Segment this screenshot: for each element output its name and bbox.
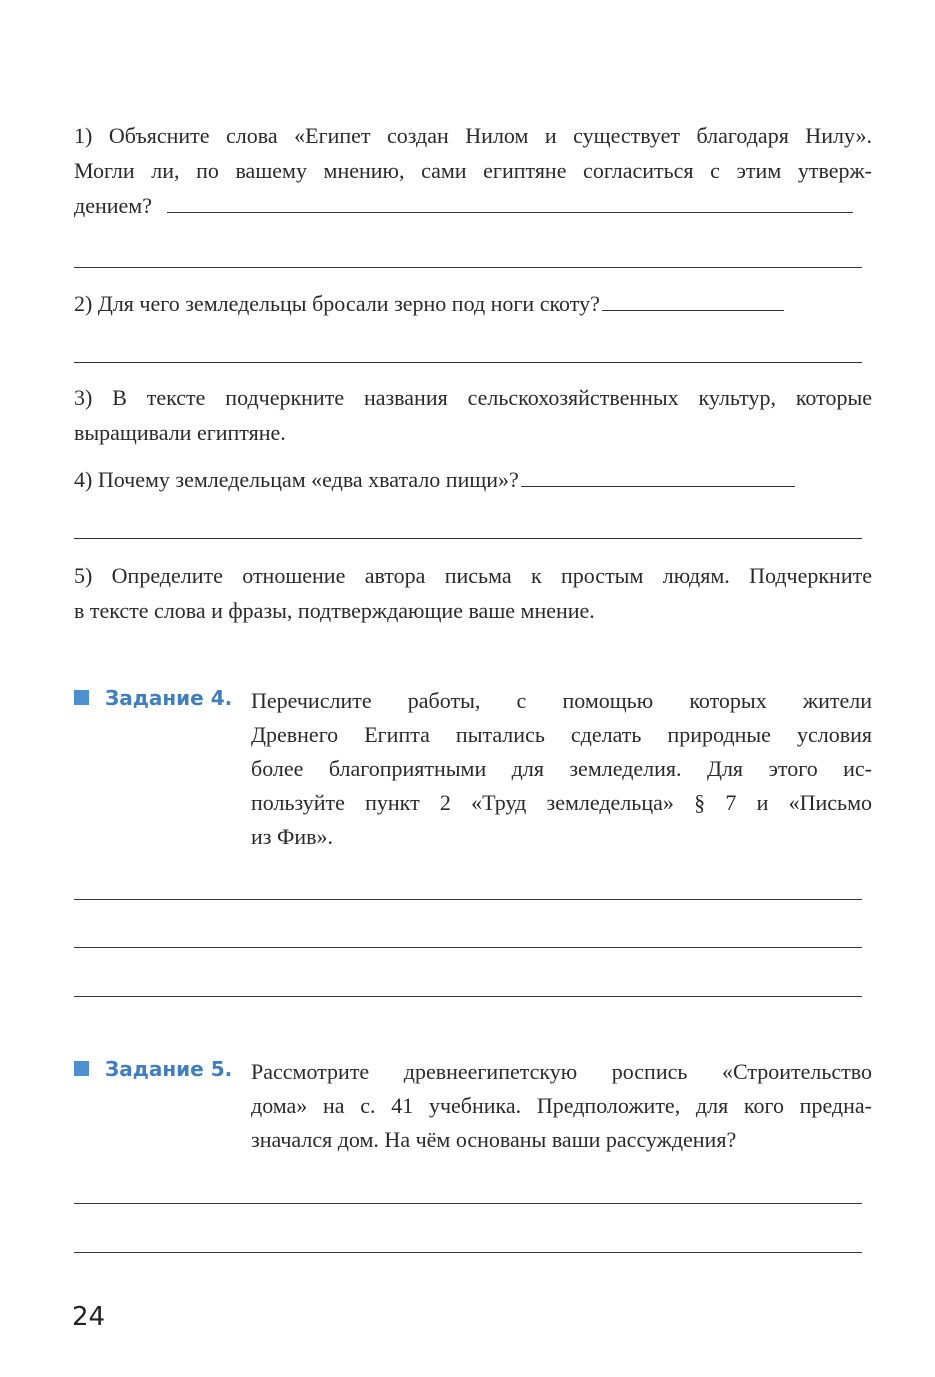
page-number: 24 — [72, 1302, 106, 1332]
question-5-line-1: 5) Определите отношение автора письма к простым людям. Подчеркните — [74, 563, 872, 588]
question-3-line-1: 3) В тексте подчеркните названия сельскохозяйственных культур, которые — [74, 385, 872, 410]
answer-line-2b[interactable] — [74, 362, 862, 363]
answer-line-task4-3[interactable] — [74, 996, 862, 997]
task-4-line-4: пользуйте пункт 2 «Труд земледельца» § 7 и «Письмо — [251, 790, 872, 815]
question-5-line-2: в тексте слова и фразы, подтверждающие ваше мнение. — [74, 598, 595, 623]
question-2 — [74, 286, 872, 321]
question-4 — [74, 462, 872, 497]
answer-line-task5-2[interactable] — [74, 1252, 862, 1253]
task-4-label — [74, 686, 232, 710]
answer-line-4b[interactable] — [74, 538, 862, 539]
task-5-label-text: Задание 5. — [105, 1057, 233, 1081]
answer-line-task4-2[interactable] — [74, 947, 862, 948]
task-5-line-1: Рассмотрите древнеегипетскую роспись «Строительство — [251, 1059, 872, 1084]
answer-line-task5-1[interactable] — [74, 1203, 862, 1204]
question-1-line-3: дением? — [74, 193, 152, 218]
task-4-line-2: Древнего Египта пытались сделать природные условия — [251, 722, 872, 747]
question-1 — [74, 118, 872, 223]
question-5 — [74, 558, 872, 628]
question-1-line-2: Могли ли, по вашему мнению, сами египтяне согласиться с этим утверж- — [74, 158, 872, 183]
answer-blank-1a[interactable] — [167, 190, 853, 213]
question-2-text: 2) Для чего земледельцы бросали зерно под ноги скоту? — [74, 291, 600, 316]
task-5-label — [74, 1057, 232, 1081]
question-3 — [74, 380, 872, 450]
task-5-body — [251, 1055, 872, 1157]
answer-blank-2a[interactable] — [602, 288, 784, 311]
answer-line-1b[interactable] — [74, 267, 862, 268]
task-5-square-icon — [74, 1061, 89, 1076]
task-5-line-3: значался дом. На чём основаны ваши рассуждения? — [251, 1127, 737, 1152]
task-5-line-2: дома» на с. 41 учебника. Предположите, для кого предна- — [251, 1093, 872, 1118]
task-4-line-3: более благоприятными для земледелия. Для этого ис- — [251, 756, 872, 781]
answer-line-task4-1[interactable] — [74, 899, 862, 900]
task-4-body — [251, 684, 872, 854]
task-4-line-1: Перечислите работы, с помощью которых жители — [251, 688, 872, 713]
answer-blank-4a[interactable] — [521, 464, 795, 487]
task-4-square-icon — [74, 690, 89, 705]
question-4-text: 4) Почему земледельцам «едва хватало пищи»? — [74, 467, 519, 492]
task-4-line-5: из Фив». — [251, 824, 334, 849]
task-4-label-text: Задание 4. — [105, 686, 233, 710]
question-1-line-1: 1) Объясните слова «Египет создан Нилом и существует благодаря Нилу». — [74, 123, 872, 148]
question-3-line-2: выращивали египтяне. — [74, 420, 286, 445]
